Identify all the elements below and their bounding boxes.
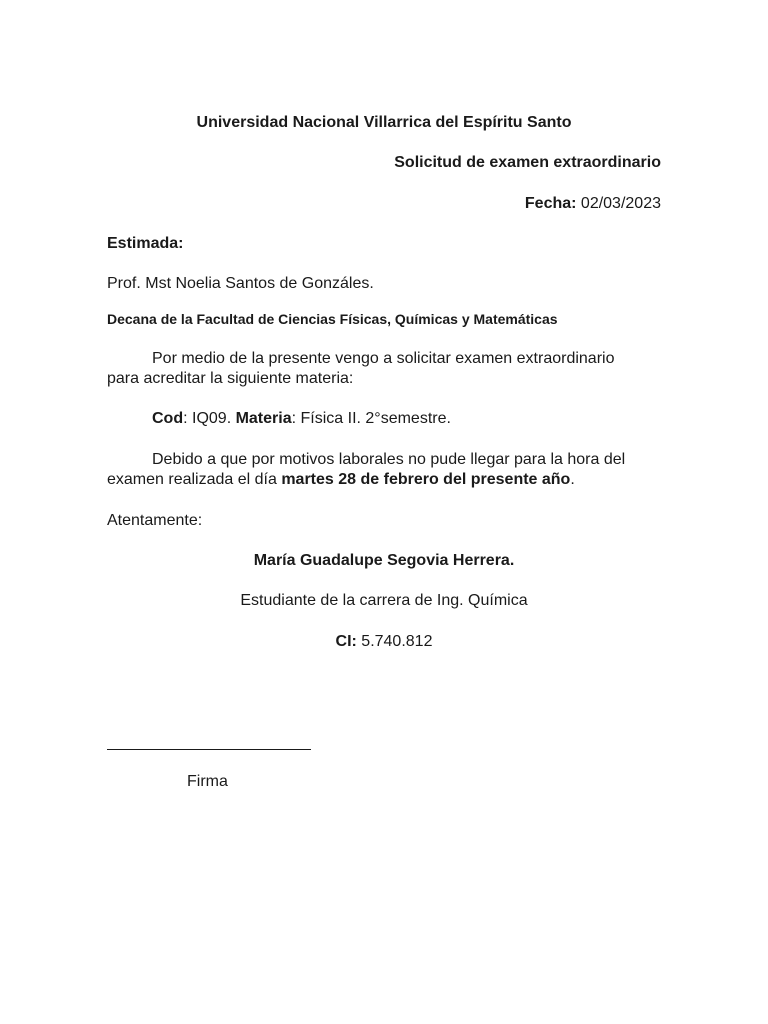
recipient-title: Decana de la Facultad de Ciencias Físicas, Químicas y Matemáticas <box>107 311 558 327</box>
paragraph-2-line-2 <box>107 470 575 490</box>
salutation: Estimada: <box>107 235 184 252</box>
ci-line <box>0 632 768 652</box>
ci-label: CI: <box>335 633 357 650</box>
subject-heading: Solicitud de examen extraordinario <box>394 154 661 171</box>
ci-value: 5.740.812 <box>356 633 433 650</box>
university-heading: Universidad Nacional Villarrica del Espíritu Santo <box>196 114 572 131</box>
sender-role: Estudiante de la carrera de Ing. Química <box>240 592 528 609</box>
date-value: 02/03/2023 <box>576 195 661 212</box>
signature-line <box>107 749 311 750</box>
closing: Atentamente: <box>107 512 203 529</box>
materia-label: Materia <box>235 410 292 427</box>
date-label: Fecha: <box>524 195 577 212</box>
materia-value: : Física II. 2°semestre. <box>291 410 451 427</box>
exam-date-emphasis: martes 28 de febrero del presente año <box>281 471 571 488</box>
sender-name: María Guadalupe Segovia Herrera. <box>253 552 515 569</box>
signature-label: Firma <box>187 773 228 790</box>
cod-label: Cod <box>152 410 184 427</box>
paragraph-2-start: examen realizada el día <box>107 471 282 488</box>
paragraph-2-end: . <box>570 471 575 488</box>
paragraph-1-line-2: para acreditar la siguiente materia: <box>107 370 354 387</box>
paragraph-1-line-1: Por medio de la presente vengo a solicitar examen extraordinario <box>152 350 615 367</box>
cod-value: : IQ09. <box>183 410 236 427</box>
date-line <box>525 194 661 214</box>
recipient-name: Prof. Mst Noelia Santos de Gonzáles. <box>107 275 374 292</box>
course-line <box>152 409 451 429</box>
paragraph-2-line-1: Debido a que por motivos laborales no pude llegar para la hora del <box>152 451 626 468</box>
